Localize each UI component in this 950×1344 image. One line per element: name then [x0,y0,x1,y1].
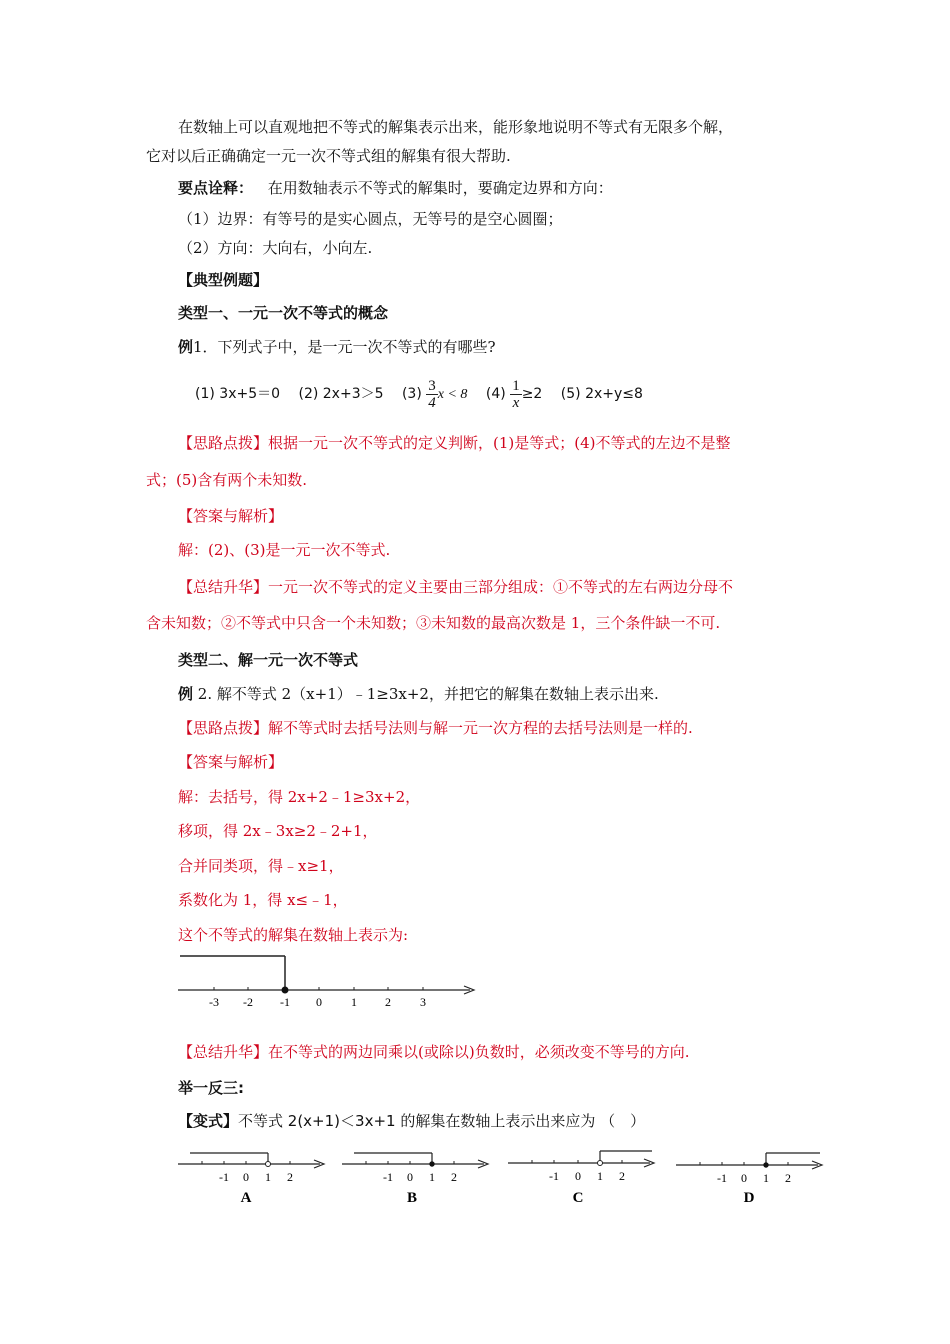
option-label: C [572,1190,584,1206]
formula-3-numerator: 3 [428,377,436,394]
type1-title: 类型一、一元一次不等式的概念 [178,304,389,322]
tick-label: 1 [597,1169,603,1183]
open-point [266,1162,271,1167]
tick-label: 0 [243,1170,249,1184]
formula-3-denominator: 4 [428,394,436,411]
formula-4-prefix: (4) [485,386,506,402]
option-label: A [240,1190,252,1206]
type1-answer-header: 【答案与解析】 [178,507,284,525]
formula-1: (1) 3x+5＝0 [195,386,281,402]
type1-hint-line-1: 【思路点拨】根据一元一次不等式的定义判断，(1)是等式；(4)不等式的左边不是整 [178,434,731,452]
example-1-label: 例 [178,338,194,356]
type2-answer-header: 【答案与解析】 [178,753,284,771]
type2-step-1: 解：去括号，得 2x+2﹣1≥3x+2， [178,788,421,806]
formula-4-denominator: x [512,394,520,411]
option-d-number-line[interactable] [674,1146,828,1208]
type1-hint-line-2: 式；(5)含有两个未知数. [146,471,308,489]
example-1 [178,337,496,357]
variant-text: 不等式 2(x+1)＜3x+1 的解集在数轴上表示出来应为 （ ） [238,1112,646,1130]
type1-answer: 解：(2)、(3)是一元一次不等式. [178,541,391,559]
key-point-item-2: （2）方向：大向右，小向左. [178,239,373,257]
tick-label: 2 [619,1169,625,1183]
solid-point [282,987,289,994]
formula-4-numerator: 1 [512,377,520,394]
type2-step-5: 这个不等式的解集在数轴上表示为: [178,926,409,944]
formula-row [195,376,643,416]
option-a-number-line[interactable] [176,1146,328,1208]
variant-question [178,1111,645,1131]
tick-label: 2 [385,995,391,1009]
type2-title: 类型二、解一元一次不等式 [178,651,359,669]
tick-label: -1 [717,1171,727,1185]
tick-label: 1 [429,1170,435,1184]
tick-label: 0 [407,1170,413,1184]
practice-title: 举一反三: [178,1079,244,1097]
section-header: 【典型例题】 [178,271,269,289]
tick-label: 1 [763,1171,769,1185]
tick-label: -1 [383,1170,393,1184]
intro-line-1: 在数轴上可以直观地把不等式的解集表示出来，能形象地说明不等式有无限多个解， [178,118,734,136]
tick-label: 2 [785,1171,791,1185]
tick-label: -2 [243,995,253,1009]
formula-3-fraction [426,378,438,411]
formula-4-rest: ≥2 [521,386,543,402]
tick-label: 1 [351,995,357,1009]
solution-number-line [176,950,482,1012]
example-1-text: 1．下列式子中，是一元一次不等式的有哪些? [193,338,496,356]
key-points [178,178,613,198]
tick-label: 0 [741,1171,747,1185]
option-label: D [743,1190,755,1206]
formula-3-rest: x < 8 [437,387,468,402]
key-point-item-1: （1）边界：有等号的是实心圆点，无等号的是空心圆圈； [178,210,563,228]
tick-label: 2 [451,1170,457,1184]
variant-label: 【变式】 [178,1112,239,1130]
option-label: B [406,1190,418,1206]
example-2-label: 例 [178,685,194,703]
type1-summary-line-1: 【总结升华】一元一次不等式的定义主要由三部分组成：①不等式的左右两边分母不 [178,578,734,596]
formula-2: (2) 2x+3＞5 [298,386,384,402]
type2-step-3: 合并同类项，得﹣x≥1， [178,857,344,875]
type2-step-4: 系数化为 1，得 x≤﹣1， [178,891,348,909]
example-2-text: 2. 解不等式 2（x+1）﹣1≥3x+2，并把它的解集在数轴上表示出来. [193,685,659,703]
type2-step-2: 移项，得 2x﹣3x≥2﹣2+1， [178,822,378,840]
solid-point [763,1162,768,1167]
tick-label: -1 [280,995,290,1009]
tick-label: -1 [549,1169,559,1183]
tick-label: -1 [219,1170,229,1184]
type2-summary: 【总结升华】在不等式的两边同乘以(或除以)负数时，必须改变不等号的方向. [178,1043,690,1061]
formula-3-prefix: (3) [401,386,422,402]
type1-summary-line-2: 含未知数；②不等式中只含一个未知数；③未知数的最高次数是 1，三个条件缺一不可. [146,614,721,632]
key-points-text: 在用数轴表示不等式的解集时，要确定边界和方向： [267,179,613,197]
formula-4-fraction [510,378,522,411]
tick-label: 2 [287,1170,293,1184]
tick-label: 3 [420,995,426,1009]
tick-label: 0 [316,995,322,1009]
solid-point [429,1161,434,1166]
tick-label: 0 [575,1169,581,1183]
option-c-number-line[interactable] [506,1146,658,1208]
key-points-label: 要点诠释： [178,179,254,197]
intro-line-2: 它对以后正确确定一元一次不等式组的解集有很大帮助. [146,147,511,165]
tick-label: 1 [265,1170,271,1184]
example-2 [178,684,659,704]
type2-hint: 【思路点拨】解不等式时去括号法则与解一元一次方程的去括号法则是一样的. [178,719,693,737]
tick-label: -3 [209,995,219,1009]
open-point [598,1161,603,1166]
option-b-number-line[interactable] [340,1146,492,1208]
formula-5: (5) 2x+y≤8 [560,386,643,402]
